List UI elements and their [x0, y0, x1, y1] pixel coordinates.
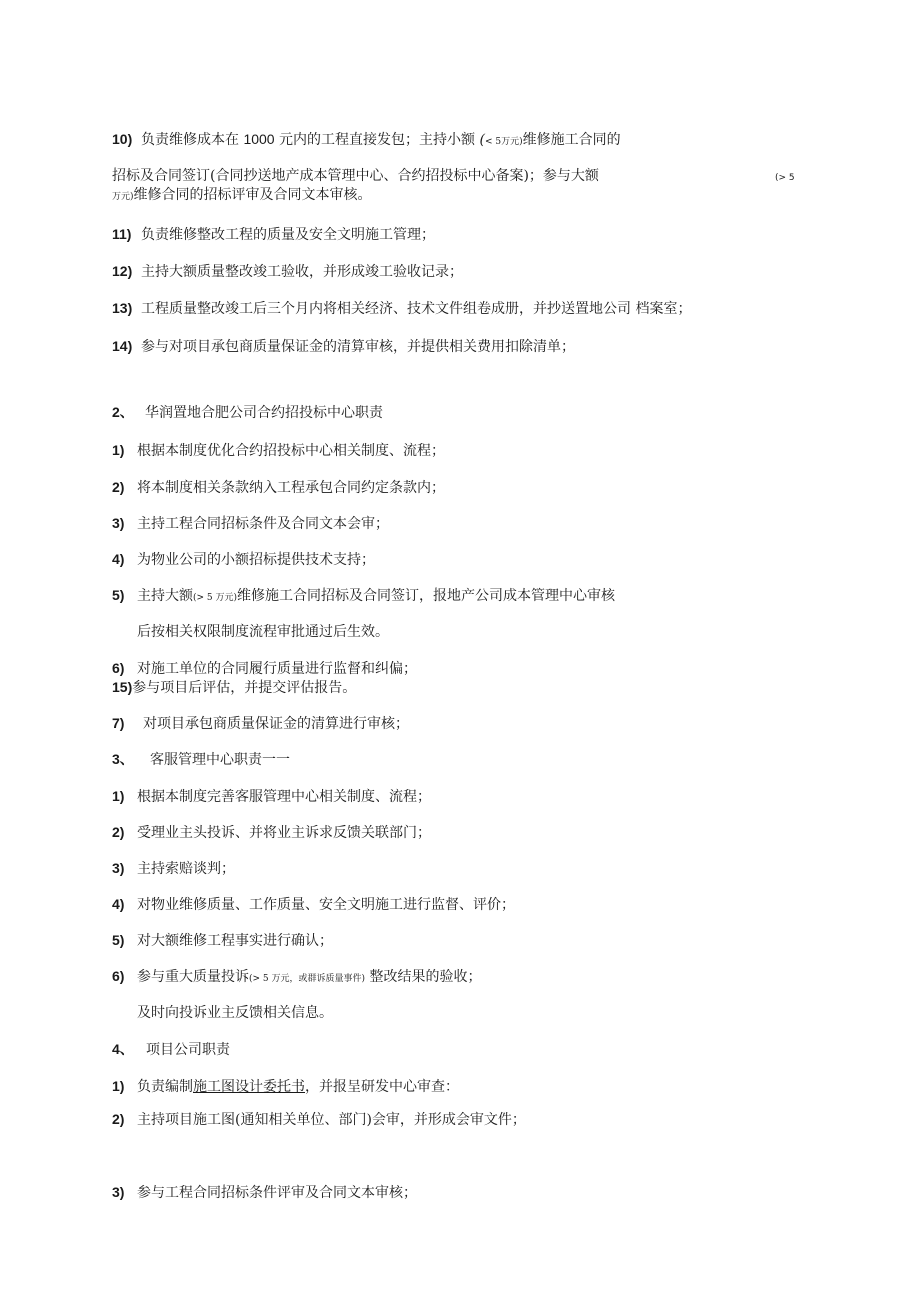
s3-item-1: 1) 根据本制度完善客服管理中心相关制度、流程； — [112, 788, 431, 805]
s3-item-2: 2) 受理业主头投诉、并将业主诉求反馈关联部门； — [112, 824, 431, 841]
s4-item-1: 1) 负责编制施工图设计委托书，并报呈研发中心审查： — [112, 1078, 459, 1095]
s2-item-3: 3) 主持工程合同招标条件及合同文本会审； — [112, 515, 389, 532]
item-10-line-1: 10) 负责维修成本在 1000 元内的工程直接发包；主持小额 (< 5万元)维修施工合同的 — [112, 131, 621, 148]
s2-item-5: 5) 主持大额(> 5 万元)维修施工合同招标及合同签订，报地产公司成本管理中心审核 — [112, 587, 616, 604]
design-commission-link: 施工图设计委托书 — [193, 1079, 305, 1095]
item-14: 14) 参与对项目承包商质量保证金的清算审核，并提供相关费用扣除清单； — [112, 338, 575, 355]
item-10-line-2: 招标及合同签订(合同抄送地产成本管理中心、合约招投标中心备案)；参与大额 — [112, 168, 599, 184]
s4-item-3: 3) 参与工程合同招标条件评审及合同文本审核； — [112, 1184, 417, 1201]
section-4-heading: 4、 项目公司职责 — [112, 1041, 230, 1058]
s2-item-4: 4) 为物业公司的小额招标提供技术支持； — [112, 551, 375, 568]
s3-item-6: 6) 参与重大质量投诉(> 5 万元，或群诉质量事件) 整改结果的验收； — [112, 968, 482, 985]
s3-item-5: 5) 对大额维修工程事实进行确认； — [112, 932, 333, 949]
item-13: 13) 工程质量整改竣工后三个月内将相关经济、技术文件组卷成册，并抄送置地公司 档案室； — [112, 300, 692, 317]
section-3-heading: 3、 客服管理中心职责一一 — [112, 751, 290, 768]
s2-item-1: 1) 根据本制度优化合约招投标中心相关制度、流程； — [112, 442, 445, 459]
item-11: 11) 负责维修整改工程的质量及安全文明施工管理； — [112, 226, 435, 243]
item-10-amount-right: (> 5 — [775, 173, 795, 183]
s4-item-2: 2) 主持项目施工图(通知相关单位、部门)会审，并形成会审文件； — [112, 1111, 526, 1128]
section-2-heading: 2、 华润置地合肥公司合约招投标中心职责 — [112, 404, 383, 421]
item-10-line-3: 万元)维修合同的招标评审及合同文本审核。 — [112, 187, 372, 203]
s2-item-5-continued: 后按相关权限制度流程审批通过后生效。 — [137, 624, 389, 640]
item-12: 12) 主持大额质量整改竣工验收，并形成竣工验收记录； — [112, 263, 463, 280]
item-number: 10) — [112, 131, 133, 147]
s3-item-4: 4) 对物业维修质量、工作质量、安全文明施工进行监督、评价； — [112, 896, 515, 913]
s3-item-3: 3) 主持索赔谈判； — [112, 860, 235, 877]
s2-item-7: 7) 对项目承包商质量保证金的清算进行审核； — [112, 715, 409, 732]
s2-item-6: 6) 对施工单位的合同履行质量进行监督和纠偏； — [112, 660, 417, 677]
s2-item-2: 2) 将本制度相关条款纳入工程承包合同约定条款内； — [112, 479, 445, 496]
s2-item-15: 15)参与项目后评估，并提交评估报告。 — [112, 679, 357, 696]
s3-item-6-continued: 及时向投诉业主反馈相关信息。 — [137, 1005, 333, 1021]
